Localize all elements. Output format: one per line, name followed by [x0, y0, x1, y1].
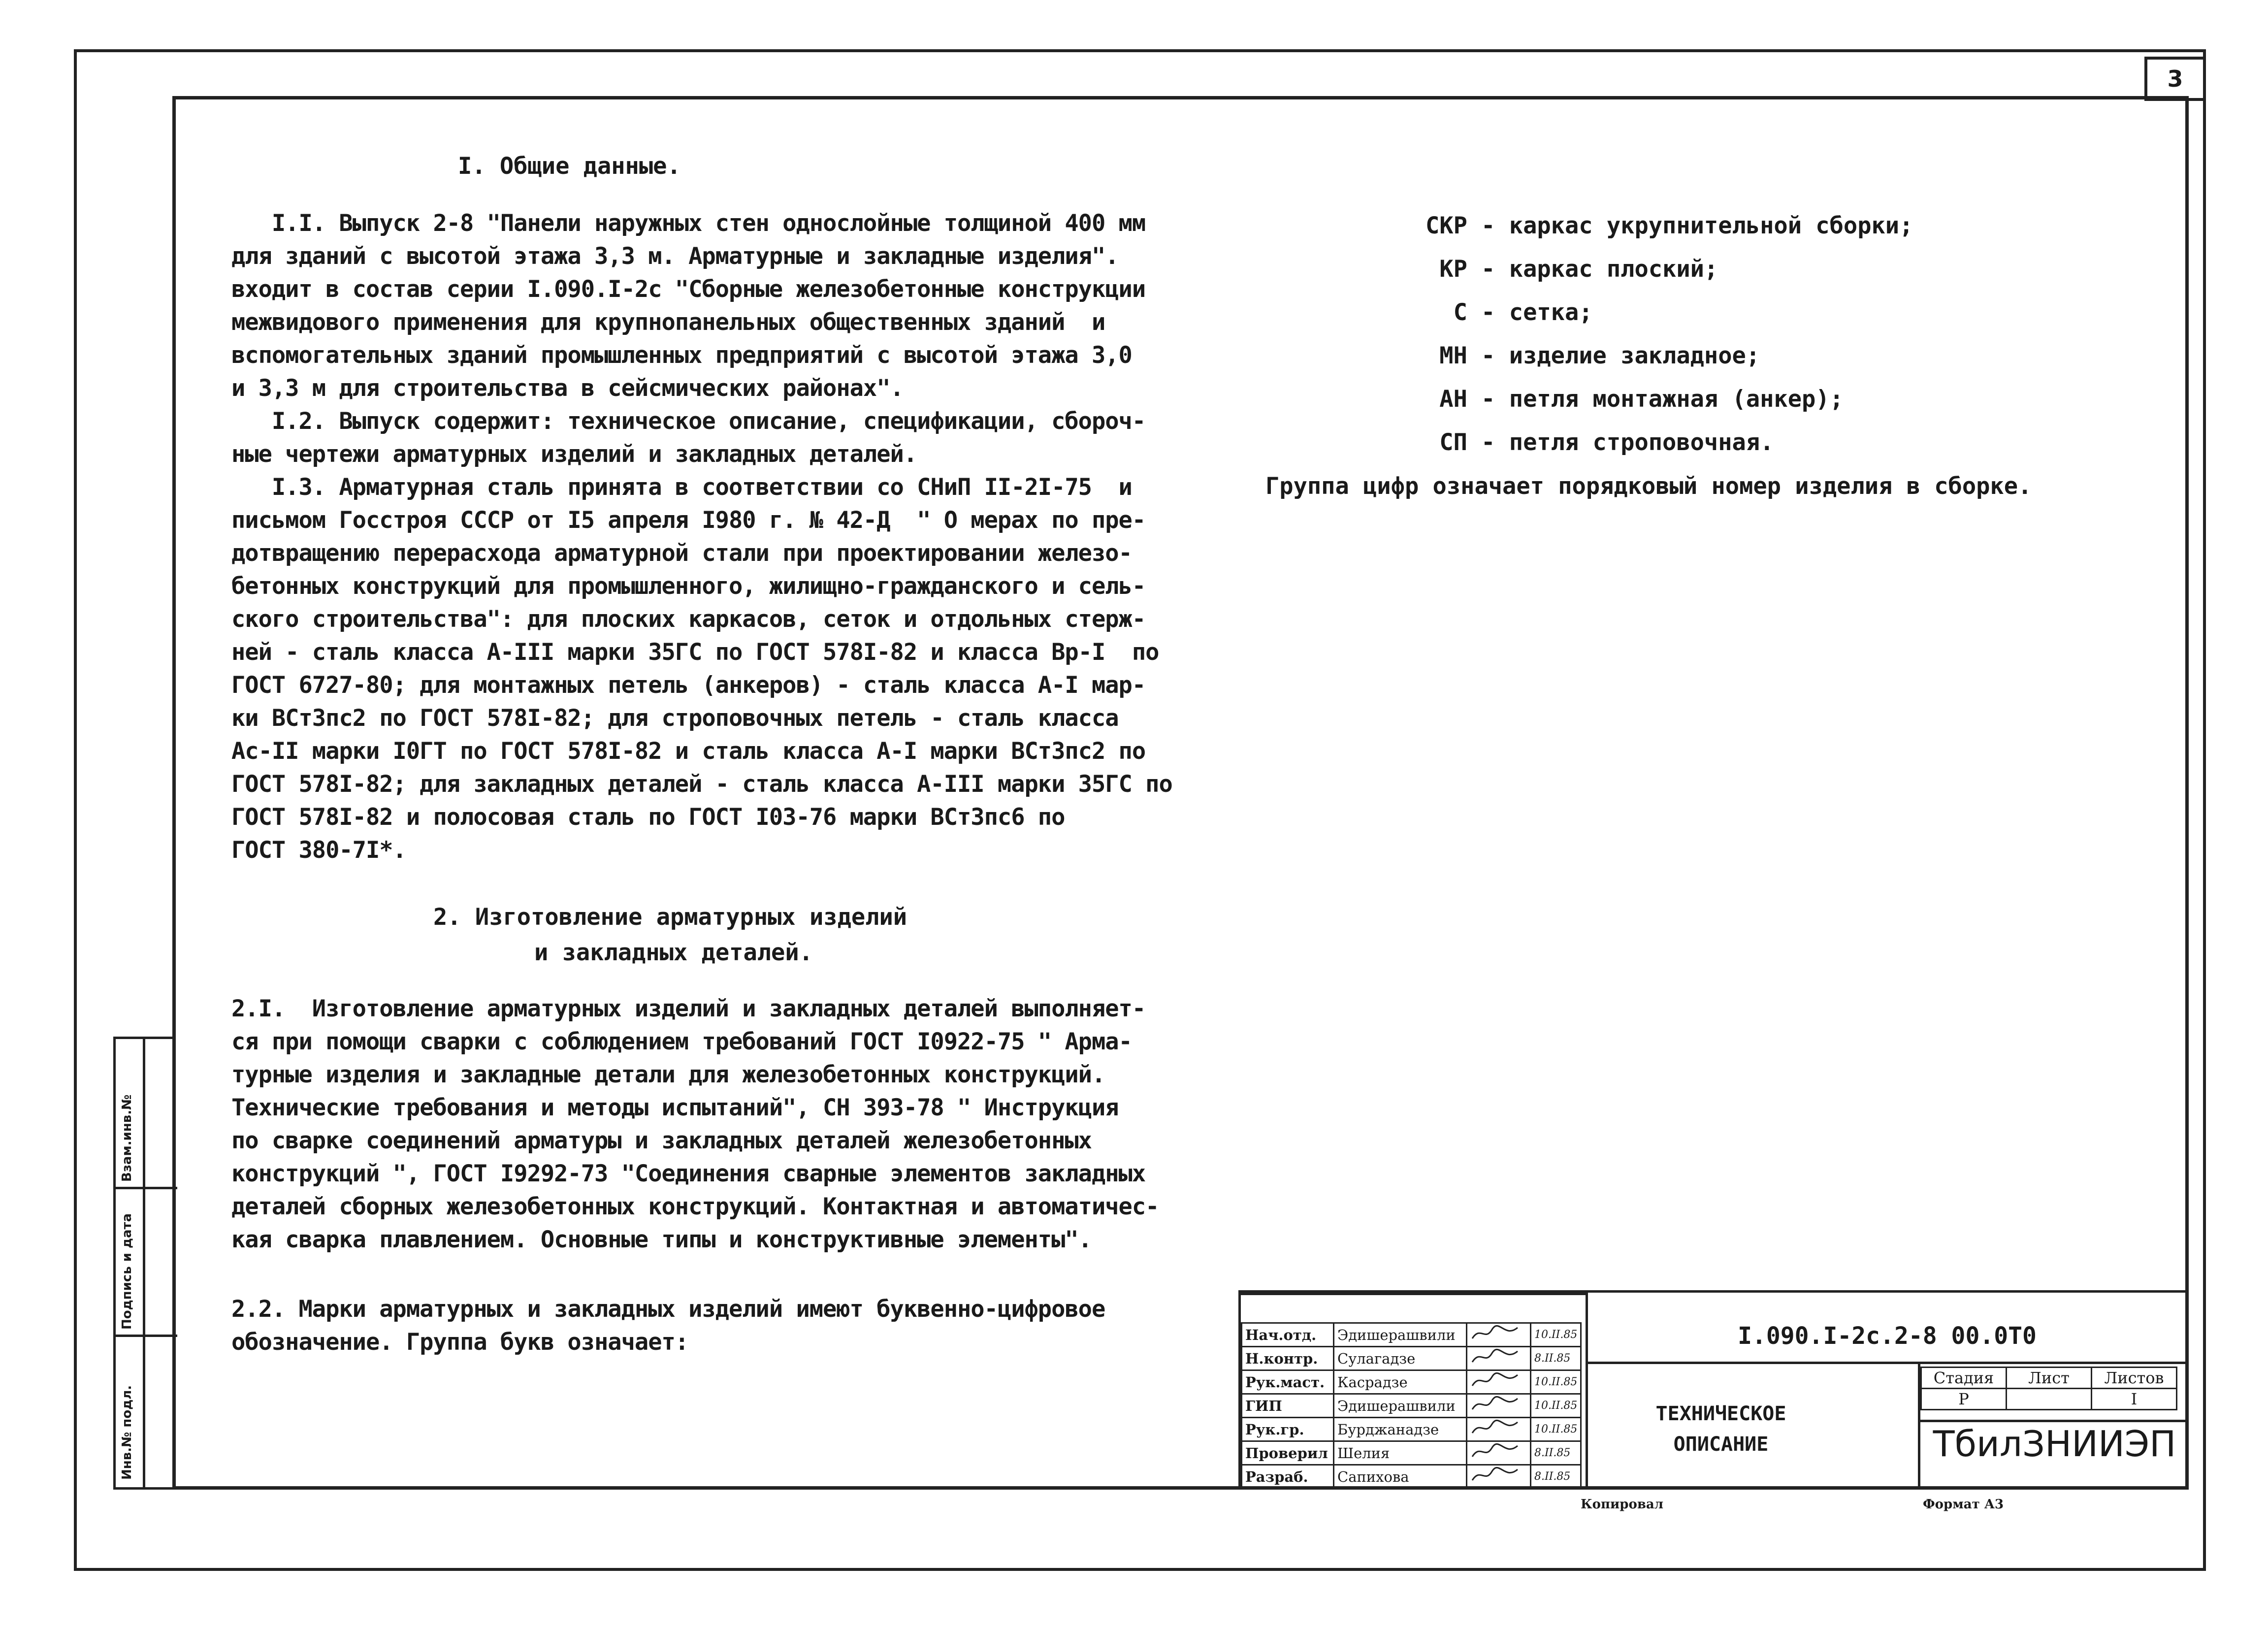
- section2-para2: [231, 1293, 1105, 1359]
- section2-para2-line: обозначение. Группа букв означает:: [231, 1329, 689, 1356]
- legend-item: С - сетка;: [1426, 299, 1593, 326]
- signature-date: 8.II.85: [1531, 1441, 1581, 1465]
- legend-item: АН - петля монтажная (анкер);: [1426, 386, 1844, 413]
- signature-row: [1242, 1370, 1581, 1394]
- document-title: ТЕХНИЧЕСКОЕ ОПИСАНИЕ: [1655, 1402, 1786, 1456]
- stage-header: Стадия: [1921, 1368, 2007, 1389]
- section2-para1-line: по сварке соединений арматуры и закладных деталей железобетонных: [231, 1127, 1092, 1154]
- signature-name: Сапихова: [1334, 1465, 1467, 1489]
- side-label-original-inv: Инв.№ подл.: [120, 1385, 134, 1480]
- section1-line: ки ВСт3пс2 по ГОСТ 578I-82; для строповочных петель - сталь класса: [231, 705, 1119, 732]
- copied-label: Копировал: [1581, 1497, 1664, 1512]
- section2-para1: [231, 992, 1159, 1256]
- legend-item: МН - изделие закладное;: [1426, 342, 1760, 369]
- format-label: Формат А3: [1923, 1497, 2004, 1512]
- legend-list: [1426, 204, 1913, 464]
- section2-para1-line: деталей сборных железобетонных конструкций. Контактная и автоматичес-: [231, 1193, 1159, 1220]
- signature-date: 10.II.85: [1531, 1370, 1581, 1394]
- section1-line: ГОСТ 380-7I*.: [231, 837, 406, 864]
- legend-item: СКР - каркас укрупнительной сборки;: [1426, 212, 1913, 239]
- signature-role: Рук.маст.: [1242, 1370, 1334, 1394]
- signature-role: Нач.отд.: [1242, 1323, 1334, 1347]
- section1-line: бетонных конструкций для промышленного, жилищно-гражданского и сель-: [231, 573, 1146, 600]
- side-label-signature-date: Подпись и дата: [120, 1213, 134, 1330]
- sheet-value: [2007, 1389, 2092, 1410]
- section2-para1-line: Технические требования и методы испытаний", СН 393-78 " Инструкция: [231, 1094, 1119, 1121]
- sheets-value: I: [2092, 1389, 2177, 1410]
- section1-line: Ас-II марки I0ГТ по ГОСТ 578I-82 и сталь класса А-I марки ВСт3пс2 по: [231, 738, 1146, 765]
- handwritten-signature: [1467, 1370, 1531, 1394]
- signature-role: ГИП: [1242, 1394, 1334, 1418]
- stage-table: [1920, 1367, 2177, 1410]
- signature-name: Эдишерашвили: [1334, 1323, 1467, 1347]
- signature-date: 8.II.85: [1531, 1347, 1581, 1370]
- signature-date: 10.II.85: [1531, 1418, 1581, 1441]
- sheet-number: 3: [2144, 57, 2206, 101]
- section1-line: ГОСТ 6727-80; для монтажных петель (анкеров) - сталь класса А-I мар-: [231, 672, 1146, 699]
- section2-para2-line: 2.2. Марки арматурных и закладных изделий имеют буквенно-цифровое: [231, 1296, 1105, 1323]
- section2-para1-line: кая сварка плавлением. Основные типы и конструктивные элементы".: [231, 1226, 1092, 1253]
- section1-line: дотвращению перерасхода арматурной стали при проектировании железо-: [231, 540, 1132, 567]
- signature-date: 10.II.85: [1531, 1323, 1581, 1347]
- section2-para1-line: турные изделия и закладные детали для железобетонных конструкций.: [231, 1061, 1105, 1088]
- section1-line: и 3,3 м для строительства в сейсмических районах".: [231, 375, 904, 402]
- document-code: I.090.I-2с.2-8 00.0Т0: [1738, 1322, 2037, 1350]
- signature-name: Шелия: [1334, 1441, 1467, 1465]
- section1-line: вспомогательных зданий промышленных предприятий с высотой этажа 3,0: [231, 342, 1132, 369]
- sheet-header: Лист: [2007, 1368, 2092, 1389]
- handwritten-signature: [1467, 1465, 1531, 1489]
- signature-date: 10.II.85: [1531, 1394, 1581, 1418]
- section2-para1-line: конструкций ", ГОСТ I9292-73 "Соединения сварные элементов закладных: [231, 1160, 1146, 1187]
- section1-line: ные чертежи арматурных изделий и закладных деталей.: [231, 441, 917, 468]
- sheets-header: Листов: [2092, 1368, 2177, 1389]
- handwritten-signature: [1467, 1418, 1531, 1441]
- handwritten-signature: [1467, 1323, 1531, 1347]
- section1-line: I.2. Выпуск содержит: техническое описание, спецификации, сбороч-: [231, 408, 1146, 435]
- signature-row: [1242, 1441, 1581, 1465]
- side-stamp: [113, 1037, 175, 1490]
- signature-name: Эдишерашвили: [1334, 1394, 1467, 1418]
- section1-line: письмом Госстроя СССР от I5 апреля I980 г. № 42-Д " О мерах по пре-: [231, 507, 1146, 534]
- signature-date: 8.II.85: [1531, 1465, 1581, 1489]
- legend-note: Группа цифр означает порядковый номер изделия в сборке.: [1265, 473, 2032, 500]
- section1-heading: I. Общие данные.: [458, 153, 681, 180]
- title-block: [1238, 1290, 2189, 1490]
- section1-line: входит в состав серии I.090.I-2с "Сборные железобетонные конструкции: [231, 276, 1146, 303]
- section1-line: I.I. Выпуск 2-8 "Панели наружных стен однослойные толщиной 400 мм: [231, 210, 1146, 237]
- signature-name: Бурджанадзе: [1334, 1418, 1467, 1441]
- signature-row: [1242, 1418, 1581, 1441]
- section1-line: для зданий с высотой этажа 3,3 м. Арматурные и закладные изделия".: [231, 243, 1119, 270]
- signature-row: [1242, 1465, 1581, 1489]
- stage-value: Р: [1921, 1389, 2007, 1410]
- legend-item: КР - каркас плоский;: [1426, 256, 1718, 283]
- signature-table: [1241, 1322, 1582, 1489]
- handwritten-signature: [1467, 1394, 1531, 1418]
- section1-line: ГОСТ 578I-82 и полосовая сталь по ГОСТ I03-76 марки ВСт3пс6 по: [231, 804, 1065, 831]
- section1-line: I.3. Арматурная сталь принята в соответствии со СНиП II-2I-75 и: [231, 474, 1132, 501]
- section2-heading-line2: и закладных деталей.: [534, 939, 813, 966]
- section1-line: ней - сталь класса А-III марки 35ГС по ГОСТ 578I-82 и класса Вр-I по: [231, 639, 1159, 666]
- signature-role: Разраб.: [1242, 1465, 1334, 1489]
- signature-role: Н.контр.: [1242, 1347, 1334, 1370]
- signature-role: Рук.гр.: [1242, 1418, 1334, 1441]
- section1-line: ского строительства": для плоских каркасов, сеток и отдольных стерж-: [231, 606, 1146, 633]
- legend-item: СП - петля строповочная.: [1426, 429, 1774, 456]
- section1-line: ГОСТ 578I-82; для закладных деталей - сталь класса А-III марки 35ГС по: [231, 771, 1172, 798]
- section2-para1-line: ся при помощи сварки с соблюдением требований ГОСТ I0922-75 " Арма-: [231, 1028, 1132, 1055]
- signature-role: Проверил: [1242, 1441, 1334, 1465]
- section1-line: межвидового применения для крупнопанельных общественных зданий и: [231, 309, 1105, 336]
- organization-name: ТбилЗНИИЭП: [1933, 1423, 2176, 1465]
- signature-row: [1242, 1394, 1581, 1418]
- section2-heading-line1: 2. Изготовление арматурных изделий: [433, 904, 907, 931]
- signature-row: [1242, 1347, 1581, 1370]
- signature-name: Касрадзе: [1334, 1370, 1467, 1394]
- section2-para1-line: 2.I. Изготовление арматурных изделий и закладных деталей выполняет-: [231, 995, 1146, 1022]
- signature-row: [1242, 1323, 1581, 1347]
- handwritten-signature: [1467, 1441, 1531, 1465]
- side-label-replace-inv: Взам.инв.№: [120, 1094, 134, 1182]
- handwritten-signature: [1467, 1347, 1531, 1370]
- signature-name: Сулагадзе: [1334, 1347, 1467, 1370]
- section1-body: [231, 207, 1172, 867]
